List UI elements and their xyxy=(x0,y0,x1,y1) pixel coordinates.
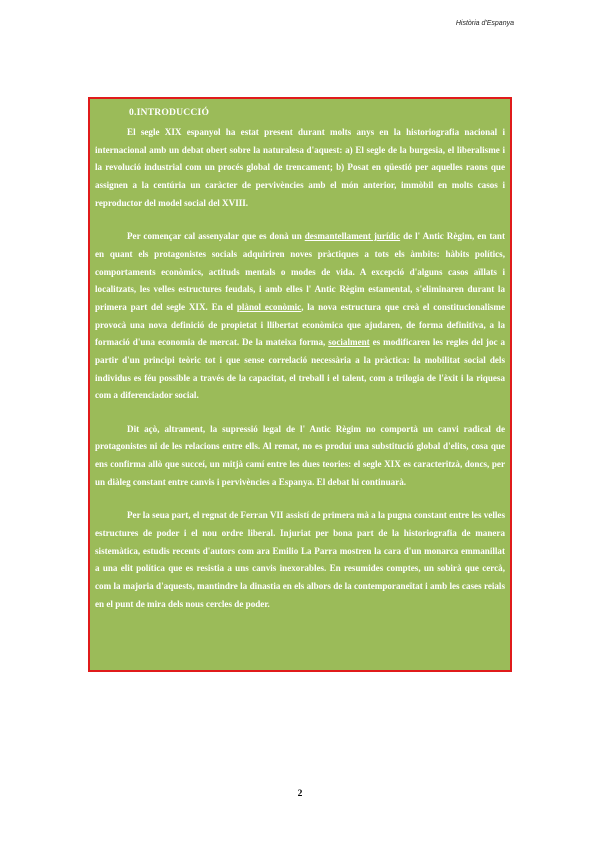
paragraph-1: El segle XIX espanyol ha estat present durant molts anys en la historiografia nacional i internacional amb un debat obert sobre la naturalesa d'aquest: a) El segle de la burgesia, el liberalisme i la revolució industrial com un procés global de trencament; b) Posat en qüestió per aquelles raons que assignen a la centúria un caràcter de pervivències amb el món anterior, immòbil en molts casos i reproductor del model social del XVIII. xyxy=(95,127,505,208)
underlined-term-economic-plane: plànol econòmic xyxy=(236,301,302,312)
underlined-term-legal-dismantling: desmantellament jurídic xyxy=(304,231,401,242)
paragraph-2-text-3: , la nova estructura que creà el constitucionalisme provocà una nova definició de propietat i llibertat econòmica que ajudaren, de forma definitiva, a la formació d'una economia de mercat. De la mateixa forma, xyxy=(95,301,505,348)
page-number: 2 xyxy=(297,789,303,799)
section-title: 0.INTRODUCCIÓ xyxy=(129,107,210,118)
paragraph-3: Dit açò, altrament, la supressió legal de l' Antic Règim no comportà un canvi radical de protagonistes ni de les relacions entre ells. Al remat, no es produí una substitució global d'elits, cosa que ens confirma allò que succeí, un mitjà camí entre les dues teories: el segle XIX es caracteritzà, doncs, per un diàleg constant entre canvis i pervivències a Espanya. El debat hi continuarà. xyxy=(95,423,505,487)
paragraph-2-text-4: es modificaren les regles del joc a partir d'un principi teòric tot i que sense correlació necessària a la pràctica: la mobilitat social dels individus es féu possible a través de la capacitat, el treball i el talent, com a trilogia de l'èxit i la riquesa com a diferenciador social. xyxy=(95,337,505,401)
introduction-box xyxy=(88,97,512,672)
paragraph-2-text-1: Per començar cal assenyalar que es donà un xyxy=(127,231,305,242)
paragraph-2 xyxy=(95,228,505,405)
paragraph-4: Per la seua part, el regnat de Ferran VII assistí de primera mà a la pugna constant entre les velles estructures de poder i el nou ordre liberal. Injuriat per bona part de la historiografia de manera sistemàtica, estudis recents d'autors com ara Emilio La Parra mostren la cara d'un monarca emmanillat a una elit política que es resistia a uns canvis inexorables. En resumides comptes, un sobirà que cercà, com la majoria d'aquests, mantindre la dinastia en els albors de la contemporaneïtat i amb les cases reials en el punt de mira dels nous cercles de poder. xyxy=(95,510,505,609)
paragraph-2-text-2: de l' Antic Règim, en tant en quant els protagonistes socials adquiriren noves pràctiques a tots els àmbits: hàbits polítics, comportaments econòmics, actituds mentals o modes de vida. A excepció d'alguns casos aïllats i localitzats, les velles estructures feudals, i amb elles l' Antic Règim estamental, s'eliminaren durant la primera part del segle XIX. En el xyxy=(95,231,505,312)
running-header: Història d'Espanya xyxy=(455,20,514,27)
underlined-term-socially: socialment xyxy=(328,337,370,348)
